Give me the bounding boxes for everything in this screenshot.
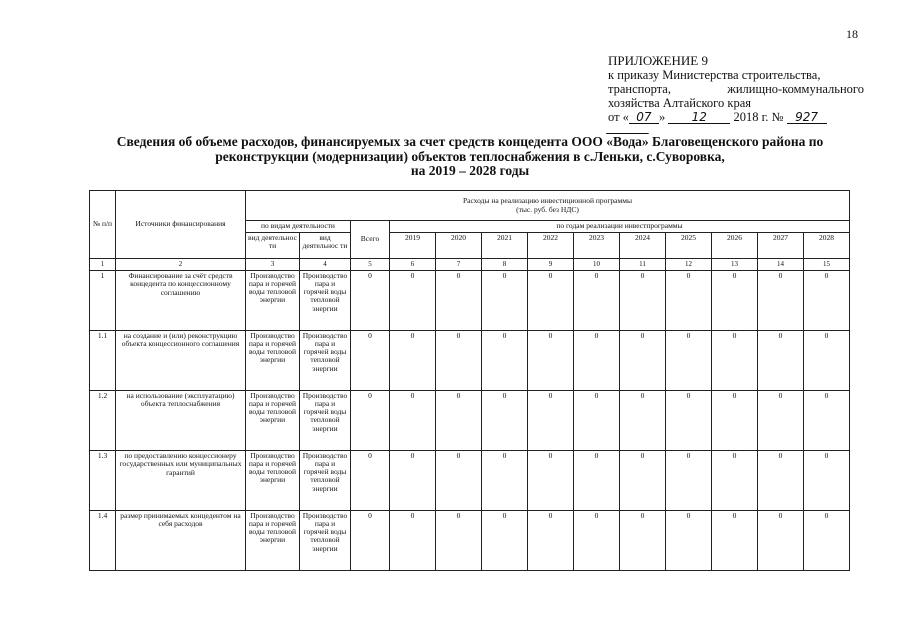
year-value-cell: 0 [528,390,574,450]
year-value-cell: 0 [758,510,804,570]
year-value-cell: 0 [528,270,574,330]
year-value-cell: 0 [712,330,758,390]
header-expenses-line-1: Расходы на реализацию инвестиционной программы [462,196,633,205]
row-number-cell: 1 [90,270,116,330]
appendix-line-3: хозяйства Алтайского края [608,96,751,110]
source-cell: по предоставлению концессионеру государственных или муниципальных гарантий [116,450,246,510]
source-cell: Финансирование за счёт средств концедента по концессионному соглашению [116,270,246,330]
source-cell: размер принимаемых концедентом на себя расходов [116,510,246,570]
column-number: 8 [482,258,528,270]
header-total: Всего [351,221,390,259]
column-number: 5 [351,258,390,270]
handwritten-number: 927 [787,111,827,124]
year-value-cell: 0 [436,270,482,330]
year-value-cell: 0 [528,450,574,510]
total-cell: 0 [351,450,390,510]
appendix-line-2: транспорта, жилищно-коммунального [608,82,864,96]
year-value-cell: 0 [390,270,436,330]
column-number: 11 [620,258,666,270]
year-value-cell: 0 [712,270,758,330]
date-mid: » [658,110,666,124]
appendix-block [608,54,864,124]
source-cell: на создание и (или) реконструкцию объекта концессионного соглашения [116,330,246,390]
handwritten-day: 07 [629,111,659,124]
year-value-cell: 0 [436,450,482,510]
year-value-cell: 0 [390,450,436,510]
date-prefix: от « [608,110,629,124]
year-value-cell: 0 [666,270,712,330]
year-value-cell: 0 [482,510,528,570]
year-value-cell: 0 [804,390,850,450]
year-value-cell: 0 [528,330,574,390]
header-expenses [246,191,850,221]
year-value-cell: 0 [482,390,528,450]
year-value-cell: 0 [758,330,804,390]
year-value-cell: 0 [436,510,482,570]
column-number: 13 [712,258,758,270]
activity-b-cell: Производство пара и горячей воды тепловой энергии [300,330,351,390]
activity-b-cell: Производство пара и горячей воды тепловой энергии [300,270,351,330]
column-number: 2 [116,258,246,270]
header-year: 2027 [758,232,804,258]
year-value-cell: 0 [528,510,574,570]
activity-a-cell: Производство пара и горячей воды тепловой энергии [246,270,300,330]
title-line-1 [70,135,870,150]
column-number: 9 [528,258,574,270]
header-year: 2021 [482,232,528,258]
year-value-cell: 0 [666,330,712,390]
activity-b-cell: Производство пара и горячей воды тепловой энергии [300,510,351,570]
year-value-cell: 0 [712,390,758,450]
activity-a-cell: Производство пара и горячей воды тепловой энергии [246,330,300,390]
header-year: 2024 [620,232,666,258]
row-number-cell: 1.4 [90,510,116,570]
header-year: 2026 [712,232,758,258]
year-value-cell: 0 [620,450,666,510]
year-value-cell: 0 [758,270,804,330]
header-year: 2025 [666,232,712,258]
title-line-1-after: Благовещенского района по [652,134,824,149]
column-number: 15 [804,258,850,270]
year-value-cell: 0 [620,510,666,570]
year-value-cell: 0 [436,330,482,390]
year-value-cell: 0 [666,390,712,450]
year-value-cell: 0 [620,270,666,330]
year-value-cell: 0 [390,390,436,450]
header-year: 2023 [574,232,620,258]
row-number-cell: 1.3 [90,450,116,510]
year-value-cell: 0 [804,450,850,510]
column-number: 7 [436,258,482,270]
title-line-2: реконструкции (модернизации) объектов теплоснабжения в с.Леньки, с.Суворовка, [215,148,725,164]
column-number: 14 [758,258,804,270]
year-value-cell: 0 [620,390,666,450]
column-number: 3 [246,258,300,270]
year-value-cell: 0 [758,450,804,510]
year-value-cell: 0 [804,330,850,390]
column-number: 1 [90,258,116,270]
year-value-cell: 0 [574,330,620,390]
activity-a-cell: Производство пара и горячей воды тепловой энергии [246,510,300,570]
table-row [90,450,850,510]
total-cell: 0 [351,390,390,450]
activity-a-cell: Производство пара и горячей воды тепловой энергии [246,390,300,450]
column-number: 4 [300,258,351,270]
year-value-cell: 0 [666,510,712,570]
total-cell: 0 [351,510,390,570]
appendix-heading: ПРИЛОЖЕНИЕ 9 [608,53,708,68]
activity-a-cell: Производство пара и горячей воды тепловой энергии [246,450,300,510]
year-value-cell: 0 [482,450,528,510]
row-number-cell: 1.1 [90,330,116,390]
column-number: 10 [574,258,620,270]
header-by-years: по годам реализации инвестпрограммы [390,221,850,233]
table-row [90,330,850,390]
source-cell: на использование (эксплуатацию) объекта теплоснабжения [116,390,246,450]
year-value-cell: 0 [482,330,528,390]
year-value-cell: 0 [712,450,758,510]
total-cell: 0 [351,330,390,390]
title-company-name: «Вода» [606,134,649,149]
year-value-cell: 0 [574,390,620,450]
year-value-cell: 0 [574,510,620,570]
total-cell: 0 [351,270,390,330]
header-by-activity: по видам деятельности [246,221,351,233]
year-value-cell: 0 [758,390,804,450]
appendix-date-line [608,110,864,124]
title-line-1-before: Сведения об объеме расходов, финансируемых за счет средств концедента ООО [116,134,603,149]
header-year: 2028 [804,232,850,258]
header-year: 2019 [390,232,436,258]
title-line-3: на 2019 – 2028 годы [410,163,530,178]
header-source: Источники финансирования [116,191,246,259]
header-expenses-line-2: (тыс. руб. без НДС) [516,204,579,214]
year-value-cell: 0 [390,330,436,390]
year-value-cell: 0 [390,510,436,570]
year-value-cell: 0 [574,450,620,510]
year-value-cell: 0 [620,330,666,390]
page-number: 18 [846,27,858,41]
year-value-cell: 0 [436,390,482,450]
activity-b-cell: Производство пара и горячей воды тепловой энергии [300,450,351,510]
appendix-line-1: к приказу Министерства строительства, [608,68,821,82]
header-activity-a: вид деятельнос ти [246,232,300,258]
document-title [70,135,870,179]
date-year: 2018 г. № [733,110,784,124]
year-value-cell: 0 [712,510,758,570]
year-value-cell: 0 [574,270,620,330]
financing-table [89,190,850,571]
header-year: 2020 [436,232,482,258]
year-value-cell: 0 [804,510,850,570]
header-year: 2022 [528,232,574,258]
header-row-number: № п/п [90,191,116,259]
year-value-cell: 0 [666,450,712,510]
year-value-cell: 0 [804,270,850,330]
table-row [90,510,850,570]
table-row [90,390,850,450]
activity-b-cell: Производство пара и горячей воды тепловой энергии [300,390,351,450]
column-number: 12 [666,258,712,270]
column-number: 6 [390,258,436,270]
row-number-cell: 1.2 [90,390,116,450]
table-row [90,270,850,330]
handwritten-month: 12 [668,111,730,124]
year-value-cell: 0 [482,270,528,330]
header-activity-b: вид деятельнос ти [300,232,351,258]
